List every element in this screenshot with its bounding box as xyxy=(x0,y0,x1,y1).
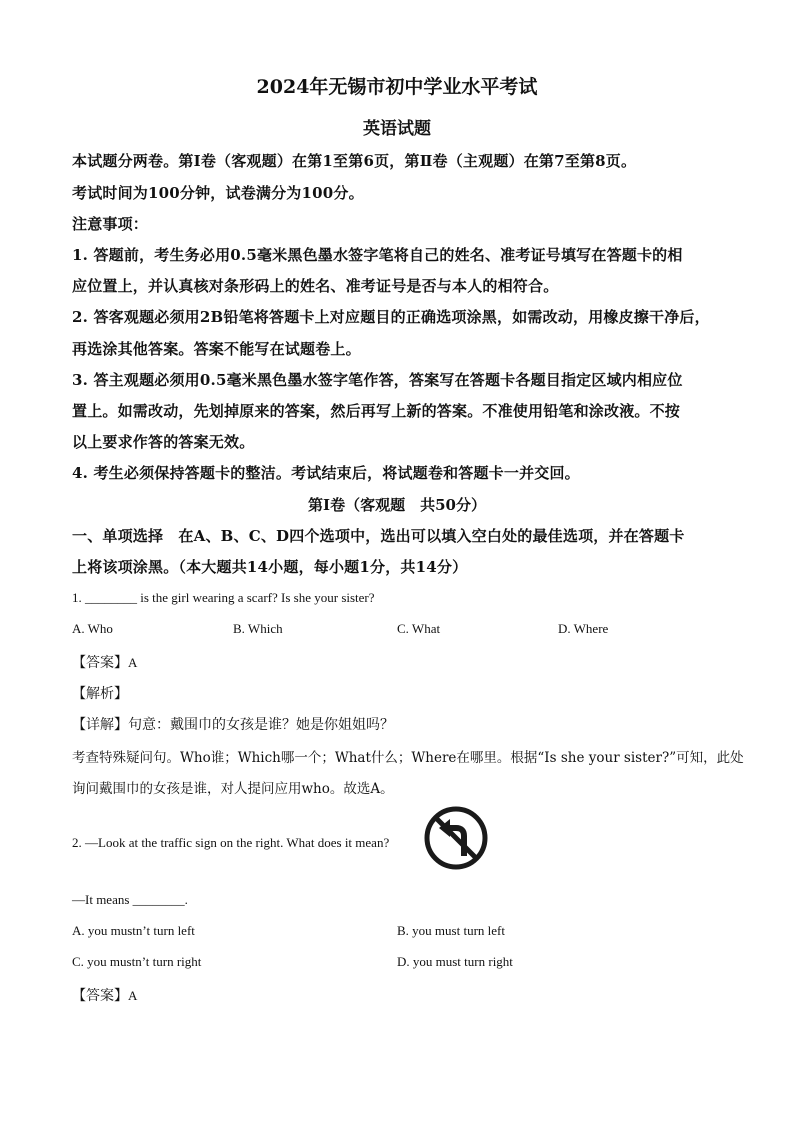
section-instruction-1: 一、单项选择 在A、B、C、D四个选项中，选出可以填入空白处的最佳选项，并在答题卡 xyxy=(72,527,685,545)
q1-detail-tag: 【详解】 xyxy=(72,717,128,733)
question-2: 2. —Look at the traffic sign on the right. What does it mean? xyxy=(72,835,390,850)
q1-detail-row xyxy=(72,714,394,734)
notice-line-2: 应位置上，并认真核对条形码上的姓名、准考证号是否与本人的相符合。 xyxy=(72,277,559,295)
question-1: 1. ________ is the girl wearing a scarf? Is she your sister? xyxy=(72,590,375,605)
q1-analysis-tag: 【解析】 xyxy=(72,686,128,702)
notice-line-7: 以上要求作答的答案无效。 xyxy=(72,433,255,451)
intro-line-1: 本试题分两卷。第Ⅰ卷（客观题）在第1至第6页，第Ⅱ卷（主观题）在第7至第8页。 xyxy=(72,152,637,170)
notice-line-8: 4. 考生必须保持答题卡的整洁。考试结束后，将试题卷和答题卡一并交回。 xyxy=(72,464,580,482)
q1-option-a: A. Who xyxy=(72,621,113,636)
section-title: 第Ⅰ卷（客观题 共50分） xyxy=(308,496,486,514)
q2-answer-tag: 【答案】 xyxy=(72,988,128,1004)
notice-line-4: 再选涂其他答案。答案不能写在试题卷上。 xyxy=(72,340,361,358)
q1-answer-tag: 【答案】 xyxy=(72,655,128,671)
q1-detail-text: 句意：戴围巾的女孩是谁？她是你姐姐吗？ xyxy=(128,717,394,733)
notice-line-1: 1. 答题前，考生务必用0.5毫米黑色墨水签字笔将自己的姓名、准考证号填写在答题卡的相 xyxy=(72,246,683,264)
q2-option-d: D. you must turn right xyxy=(397,954,513,969)
q1-explanation-1: 考查特殊疑问句。Who谁；Which哪一个；What什么；Where在哪里。根据“Is she your sister?”可知，此处 xyxy=(72,750,744,766)
q2-option-c: C. you mustn’t turn right xyxy=(72,954,202,969)
section-instruction-2: 上将该项涂黑。（本大题共14小题，每小题1分，共14分） xyxy=(72,558,468,576)
q2-answer-value: A xyxy=(128,988,138,1003)
notice-heading: 注意事项： xyxy=(72,215,149,233)
q1-option-d: D. Where xyxy=(558,621,609,636)
q1-option-c: C. What xyxy=(397,621,441,636)
q2-response: —It means ________. xyxy=(72,892,188,907)
notice-line-6: 置上。如需改动，先划掉原来的答案，然后再写上新的答案。不准使用铅笔和涂改液。不按 xyxy=(72,402,681,420)
q2-option-a: A. you mustn’t turn left xyxy=(72,923,195,938)
exam-subtitle: 英语试题 xyxy=(363,119,431,139)
exam-title: 2024年无锡市初中学业水平考试 xyxy=(256,76,538,98)
q2-option-b: B. you must turn left xyxy=(397,923,505,938)
q1-option-b: B. Which xyxy=(233,621,283,636)
no-left-turn-sign-svg xyxy=(424,806,488,870)
q1-answer-value: A xyxy=(128,655,138,670)
notice-line-3: 2. 答客观题必须用2B铅笔将答题卡上对应题目的正确选项涂黑，如需改动，用橡皮擦干净后， xyxy=(72,308,710,326)
notice-line-5: 3. 答主观题必须用0.5毫米黑色墨水签字笔作答，答案写在答题卡各题目指定区域内相应位 xyxy=(72,371,683,389)
no-left-turn-sign-icon xyxy=(424,806,488,870)
intro-line-2: 考试时间为100分钟，试卷满分为100分。 xyxy=(72,184,364,202)
q1-answer-row xyxy=(72,652,137,672)
q1-explanation-2: 询问戴围巾的女孩是谁，对人提问应用who。故选A。 xyxy=(72,781,394,797)
q2-answer-row xyxy=(72,985,137,1005)
